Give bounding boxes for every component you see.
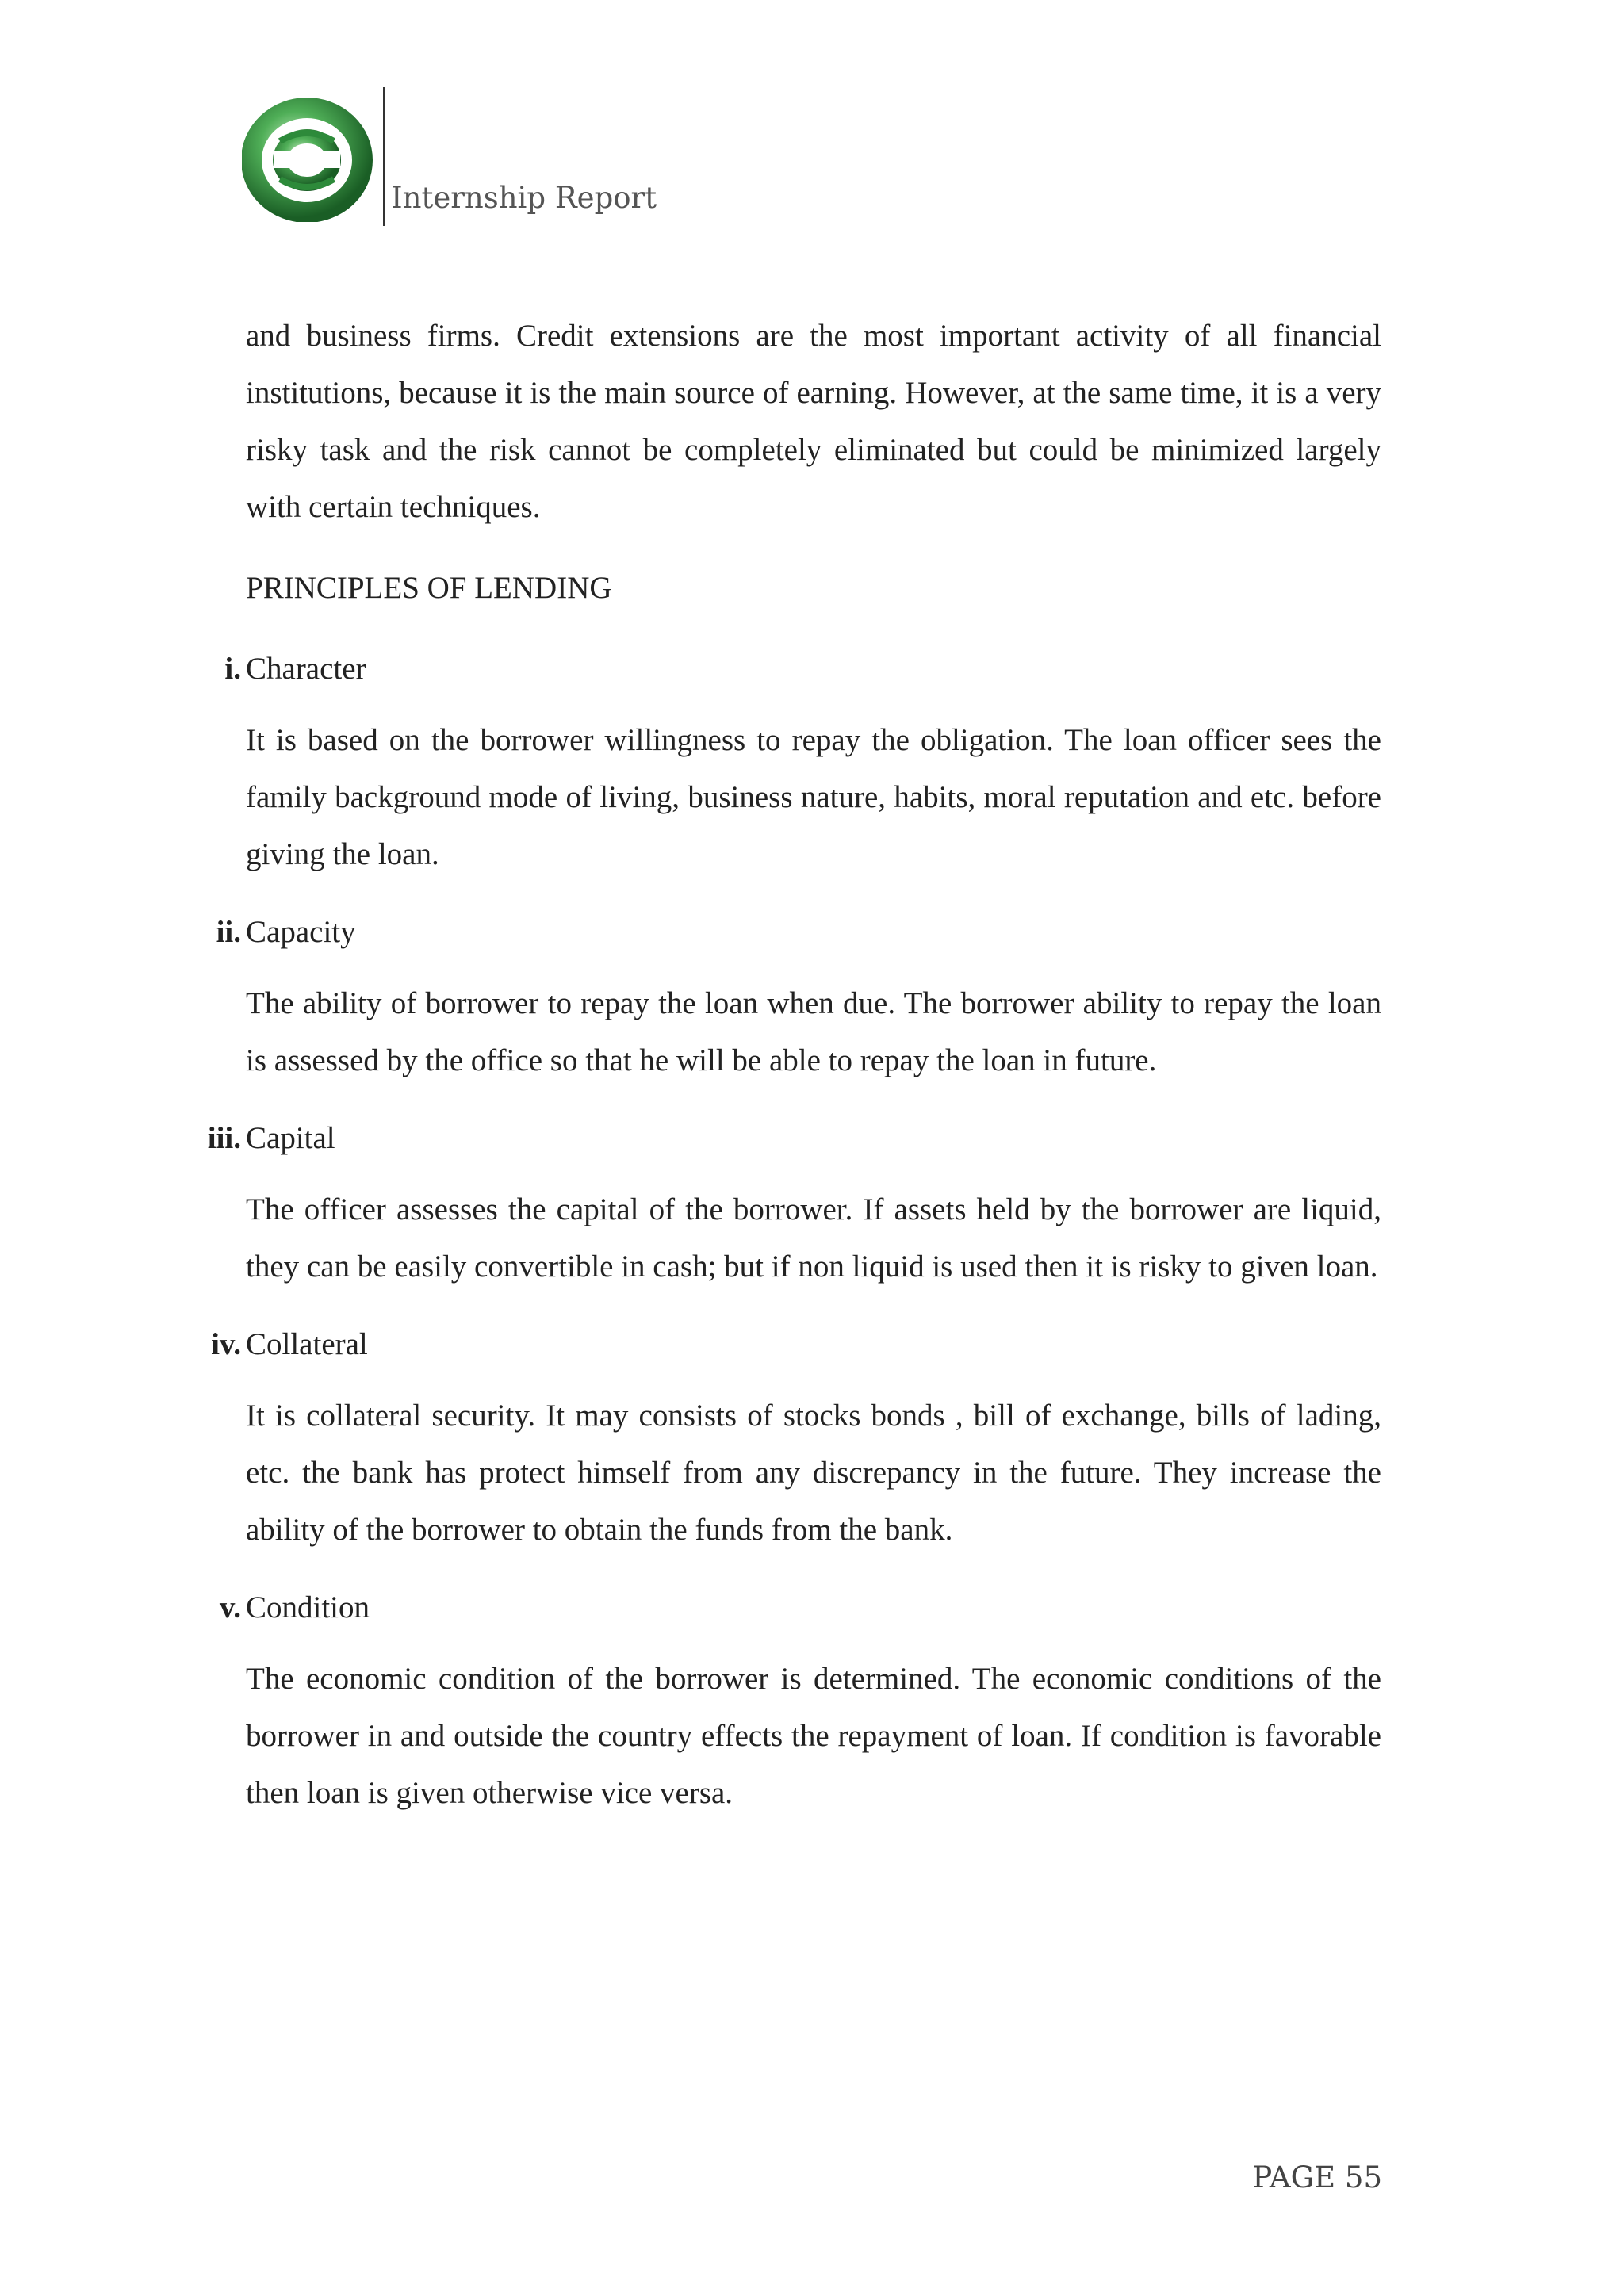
report-title: Internship Report bbox=[391, 181, 657, 215]
intro-paragraph: and business firms. Credit extensions are the most important activity of all financial institutions, because it is the main source of earning. However, at the same time, it is a very risky task and the risk cannot be completely eliminated but could be minimized largely with certain techniques. bbox=[246, 319, 1381, 524]
principle-item bbox=[216, 904, 1381, 1089]
principle-item bbox=[211, 1316, 1381, 1559]
bank-ring-logo-icon bbox=[242, 95, 377, 222]
principle-text: The economic condition of the borrower is determined. The economic conditions of the borrower in and outside the country effects the repayment of loan. If condition is favorable then loan is given otherwise vice versa. bbox=[246, 1662, 1381, 1810]
principle-title bbox=[224, 641, 1381, 698]
principle-numeral: v. bbox=[219, 1590, 241, 1624]
principle-title-text: Capital bbox=[246, 1121, 335, 1155]
principle-title-text: Collateral bbox=[246, 1327, 368, 1361]
principle-title-text: Character bbox=[246, 652, 366, 686]
principle-title bbox=[211, 1316, 1381, 1373]
section-heading: PRINCIPLES OF LENDING bbox=[246, 571, 612, 605]
principle-numeral: ii. bbox=[216, 915, 241, 949]
principle-item bbox=[207, 1110, 1381, 1295]
principle-title bbox=[216, 904, 1381, 961]
principle-title bbox=[219, 1579, 1381, 1636]
principle-item bbox=[219, 1579, 1381, 1822]
principle-text: The ability of borrower to repay the loan when due. The borrower ability to repay the loan is assessed by the office so that he will be able to repay the loan in future. bbox=[246, 986, 1381, 1077]
page-header bbox=[242, 87, 718, 230]
principle-numeral: iii. bbox=[207, 1121, 241, 1155]
principle-text: It is based on the borrower willingness to repay the obligation. The loan officer sees the family background mode of living, business nature, habits, moral reputation and etc. before giving the loan. bbox=[246, 723, 1381, 871]
page-number: PAGE 55 bbox=[1252, 2160, 1382, 2195]
header-divider bbox=[383, 87, 385, 226]
principle-title-text: Capacity bbox=[246, 915, 356, 949]
principle-text: The officer assesses the capital of the borrower. If assets held by the borrower are liquid, they can be easily convertible in cash; but if non liquid is used then it is risky to given loan. bbox=[246, 1192, 1381, 1284]
principle-title bbox=[207, 1110, 1381, 1167]
principle-numeral: i. bbox=[224, 652, 241, 686]
principle-text: It is collateral security. It may consists of stocks bonds , bill of exchange, bills of lading, etc. the bank has protect himself from any discrepancy in the future. They increase the ability of the borrower to obtain the funds from the bank. bbox=[246, 1399, 1381, 1547]
principle-numeral: iv. bbox=[211, 1327, 241, 1361]
principle-title-text: Condition bbox=[246, 1590, 370, 1624]
page-body bbox=[207, 308, 1381, 1843]
principle-item bbox=[224, 641, 1381, 883]
